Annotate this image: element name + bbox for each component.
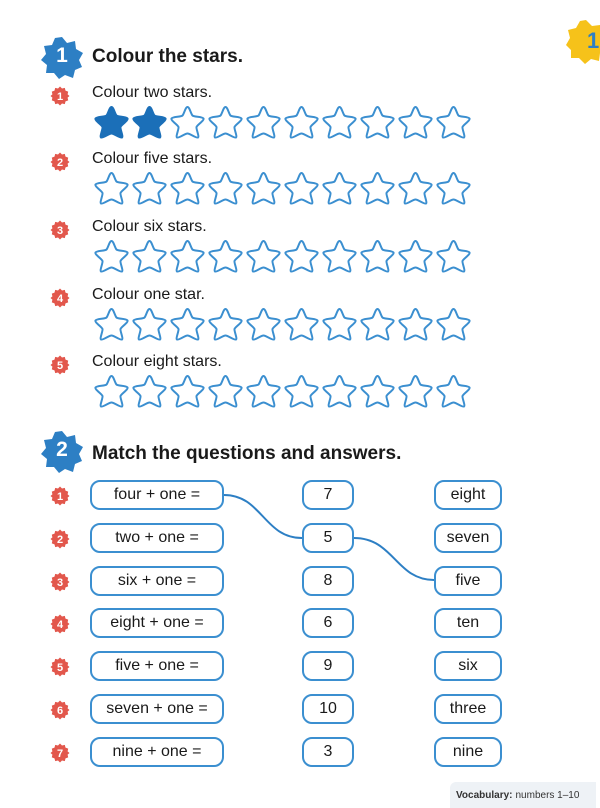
star-outline-icon[interactable] <box>245 306 282 342</box>
star-outline-icon[interactable] <box>321 238 358 274</box>
star-outline-icon[interactable] <box>397 238 434 274</box>
star-outline-icon[interactable] <box>169 104 206 140</box>
star-filled-icon[interactable] <box>93 104 130 140</box>
number-burst-icon <box>50 355 70 375</box>
question-text: Colour two stars. <box>92 84 213 101</box>
question-box[interactable]: seven + one = <box>90 694 224 724</box>
star-outline-icon[interactable] <box>245 170 282 206</box>
star-outline-icon[interactable] <box>359 104 396 140</box>
exercise-badge <box>40 429 84 473</box>
numeral-box[interactable]: 9 <box>302 651 354 681</box>
question-number: 5 <box>56 360 64 373</box>
numeral-box[interactable]: 3 <box>302 737 354 767</box>
question-number-badge <box>50 355 70 375</box>
question-text: Colour eight stars. <box>92 353 222 370</box>
star-outline-icon[interactable] <box>245 238 282 274</box>
exercise-number: 2 <box>56 438 68 461</box>
star-outline-icon[interactable] <box>207 238 244 274</box>
star-row <box>93 373 472 409</box>
question-text: Colour one star. <box>92 286 205 303</box>
question-number-badge <box>50 614 70 634</box>
star-outline-icon[interactable] <box>435 104 472 140</box>
question-box[interactable]: eight + one = <box>90 608 224 638</box>
star-outline-icon[interactable] <box>321 373 358 409</box>
question-number: 5 <box>56 662 64 675</box>
star-filled-icon[interactable] <box>131 104 168 140</box>
numeral-box[interactable]: 5 <box>302 523 354 553</box>
star-outline-icon[interactable] <box>359 306 396 342</box>
number-burst-icon <box>50 529 70 549</box>
question-box[interactable]: four + one = <box>90 480 224 510</box>
vocabulary-text: numbers 1–10 <box>515 789 580 801</box>
exercise-title: Colour the stars. <box>92 46 243 67</box>
star-outline-icon[interactable] <box>359 238 396 274</box>
numeral-box[interactable]: 8 <box>302 566 354 596</box>
numeral-box[interactable]: 7 <box>302 480 354 510</box>
star-outline-icon[interactable] <box>283 104 320 140</box>
star-outline-icon[interactable] <box>283 373 320 409</box>
question-number: 1 <box>56 91 64 104</box>
numeral-box[interactable]: 6 <box>302 608 354 638</box>
page-corner-tab <box>566 18 600 64</box>
answer-box[interactable]: ten <box>434 608 502 638</box>
question-number-badge <box>50 700 70 720</box>
star-outline-icon[interactable] <box>207 373 244 409</box>
question-number: 4 <box>56 619 64 632</box>
question-number: 3 <box>56 577 64 590</box>
question-number: 4 <box>56 293 64 306</box>
question-text: Colour five stars. <box>92 150 213 167</box>
question-number-badge <box>50 220 70 240</box>
star-outline-icon[interactable] <box>169 306 206 342</box>
star-row <box>93 104 472 140</box>
star-outline-icon[interactable] <box>93 170 130 206</box>
star-outline-icon[interactable] <box>397 170 434 206</box>
question-number-badge <box>50 572 70 592</box>
star-outline-icon[interactable] <box>93 306 130 342</box>
answer-box[interactable]: six <box>434 651 502 681</box>
question-number: 6 <box>56 705 64 718</box>
question-number-badge <box>50 86 70 106</box>
exercise-number: 1 <box>56 44 68 67</box>
number-burst-icon <box>50 700 70 720</box>
number-burst-icon <box>50 486 70 506</box>
star-outline-icon[interactable] <box>283 238 320 274</box>
number-burst-icon <box>50 572 70 592</box>
number-burst-icon <box>50 743 70 763</box>
star-outline-icon[interactable] <box>245 373 282 409</box>
star-outline-icon[interactable] <box>131 306 168 342</box>
star-outline-icon[interactable] <box>397 104 434 140</box>
exercise-title: Match the questions and answers. <box>92 443 402 464</box>
question-number: 1 <box>56 491 64 504</box>
question-number-badge <box>50 743 70 763</box>
number-burst-icon <box>50 657 70 677</box>
star-outline-icon[interactable] <box>207 170 244 206</box>
star-outline-icon[interactable] <box>169 373 206 409</box>
answer-box[interactable]: nine <box>434 737 502 767</box>
answer-box[interactable]: seven <box>434 523 502 553</box>
star-row <box>93 238 472 274</box>
star-outline-icon[interactable] <box>435 306 472 342</box>
star-outline-icon[interactable] <box>397 373 434 409</box>
star-outline-icon[interactable] <box>131 238 168 274</box>
star-outline-icon[interactable] <box>207 306 244 342</box>
match-line-2 <box>354 538 434 580</box>
question-number: 3 <box>56 225 64 238</box>
star-outline-icon[interactable] <box>131 373 168 409</box>
question-number-badge <box>50 529 70 549</box>
star-outline-icon[interactable] <box>359 170 396 206</box>
number-burst-icon <box>50 86 70 106</box>
page-corner-label: 1 <box>587 28 600 53</box>
question-number: 2 <box>56 157 64 170</box>
star-outline-icon[interactable] <box>93 373 130 409</box>
exercise-badge <box>40 35 84 79</box>
numeral-box[interactable]: 10 <box>302 694 354 724</box>
star-outline-icon[interactable] <box>93 238 130 274</box>
star-row <box>93 306 472 342</box>
question-box[interactable]: six + one = <box>90 566 224 596</box>
star-outline-icon[interactable] <box>321 170 358 206</box>
question-number-badge <box>50 657 70 677</box>
star-outline-icon[interactable] <box>435 373 472 409</box>
question-box[interactable]: five + one = <box>90 651 224 681</box>
star-outline-icon[interactable] <box>283 306 320 342</box>
question-box[interactable]: two + one = <box>90 523 224 553</box>
star-outline-icon[interactable] <box>283 170 320 206</box>
number-burst-icon <box>50 288 70 308</box>
star-outline-icon[interactable] <box>321 104 358 140</box>
answer-box[interactable]: three <box>434 694 502 724</box>
star-outline-icon[interactable] <box>169 170 206 206</box>
number-burst-icon <box>50 614 70 634</box>
question-text: Colour six stars. <box>92 218 207 235</box>
question-number-badge <box>50 288 70 308</box>
question-box[interactable]: nine + one = <box>90 737 224 767</box>
star-outline-icon[interactable] <box>245 104 282 140</box>
star-outline-icon[interactable] <box>131 170 168 206</box>
number-burst-icon <box>50 152 70 172</box>
vocabulary-footer <box>450 782 596 808</box>
star-outline-icon[interactable] <box>397 306 434 342</box>
star-outline-icon[interactable] <box>435 170 472 206</box>
question-number-badge <box>50 486 70 506</box>
question-number-badge <box>50 152 70 172</box>
star-row <box>93 170 472 206</box>
star-outline-icon[interactable] <box>359 373 396 409</box>
vocabulary-label: Vocabulary: <box>456 789 513 801</box>
number-burst-icon <box>50 220 70 240</box>
star-outline-icon[interactable] <box>207 104 244 140</box>
answer-box[interactable]: eight <box>434 480 502 510</box>
star-outline-icon[interactable] <box>435 238 472 274</box>
match-line-1 <box>224 495 302 538</box>
star-outline-icon[interactable] <box>169 238 206 274</box>
star-outline-icon[interactable] <box>321 306 358 342</box>
question-number: 7 <box>56 748 64 761</box>
answer-box[interactable]: five <box>434 566 502 596</box>
question-number: 2 <box>56 534 64 547</box>
